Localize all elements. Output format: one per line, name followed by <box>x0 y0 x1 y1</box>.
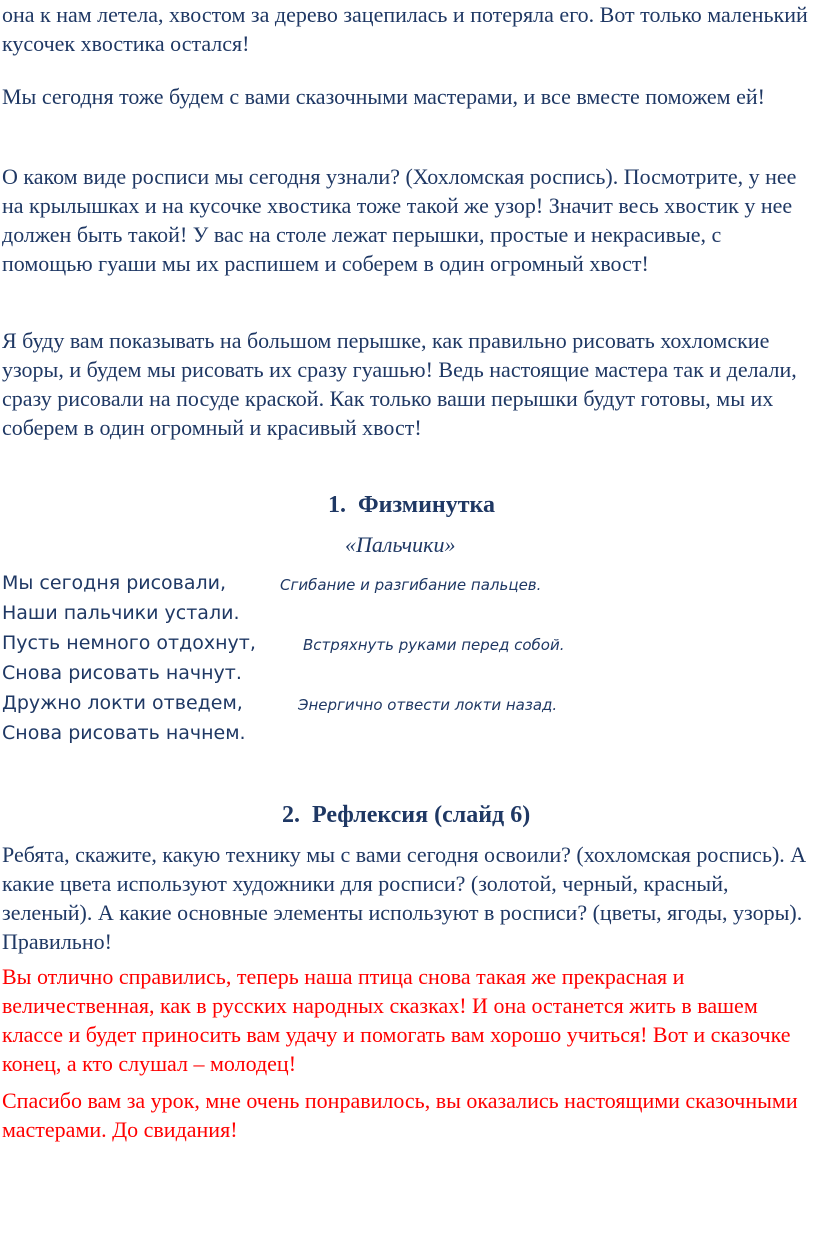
section-title: Физминутка <box>358 492 496 518</box>
section-number: 1. <box>328 492 346 518</box>
intro-paragraph-2: Мы сегодня тоже будем с вами сказочными мастерами, и все вместе поможем ей! <box>2 84 765 109</box>
section-number: 2. <box>282 802 300 828</box>
poem-line: Снова рисовать начнем. <box>2 722 246 744</box>
poem-line: Мы сегодня рисовали, <box>2 572 227 594</box>
poem-note: Энергично отвести локти назад. <box>298 696 558 714</box>
reflection-paragraph-1: Ребята, скажите, какую технику мы с вами сегодня освоили? (хохломская роспись). А какие цвета используют художники для росписи? (золотой, черный, красный, зеленый). А какие основные элементы используют в росписи? (цветы, ягоды, узоры). Правильно! <box>2 842 807 954</box>
section-heading-physminutka <box>0 490 816 520</box>
poem-note: Встряхнуть руками перед собой. <box>303 636 565 654</box>
section-subtitle: «Пальчики» <box>345 532 456 557</box>
poem-line: Пусть немного отдохнут, <box>2 632 256 654</box>
section-heading-reflection <box>0 800 816 830</box>
poem-note: Сгибание и разгибание пальцев. <box>280 576 542 594</box>
poem-line: Наши пальчики устали. <box>2 602 240 624</box>
intro-paragraph-4: Я буду вам показывать на большом перышке, как правильно рисовать хохломские узоры, и будем мы рисовать их сразу гуашью! Ведь настоящие мастера так и делали, сразу рисовали на посуде краской. Как только ваши перышки будут готовы, мы их соберем в один огромный и красивый хвост! <box>2 328 797 440</box>
intro-paragraph-3: О каком виде росписи мы сегодня узнали? (Хохломская роспись). Посмотрите, у нее на крылышках и на кусочке хвостика тоже такой же узор! Значит весь хвостик у нее должен быть такой! У вас на столе лежат перышки, простые и некрасивые, с помощью гуаши мы их распишем и соберем в один огромный хвост! <box>2 164 797 276</box>
intro-paragraph-1: она к нам летела, хвостом за дерево зацепилась и потеряла его. Вот только маленький кусочек хвостика остался! <box>2 2 808 56</box>
poem-line: Снова рисовать начнут. <box>2 662 242 684</box>
reflection-paragraph-2: Вы отлично справились, теперь наша птица снова такая же прекрасная и величественная, как в русских народных сказках! И она останется жить в вашем классе и будет приносить вам удачу и помогать вам хорошо учиться! Вот и сказочке конец, а кто слушал – молодец! <box>2 964 791 1076</box>
section-title: Рефлексия (слайд 6) <box>312 802 531 828</box>
reflection-paragraph-3: Спасибо вам за урок, мне очень понравилось, вы оказались настоящими сказочными мастерами. До свидания! <box>2 1088 798 1142</box>
poem-line: Дружно локти отведем, <box>2 692 243 714</box>
